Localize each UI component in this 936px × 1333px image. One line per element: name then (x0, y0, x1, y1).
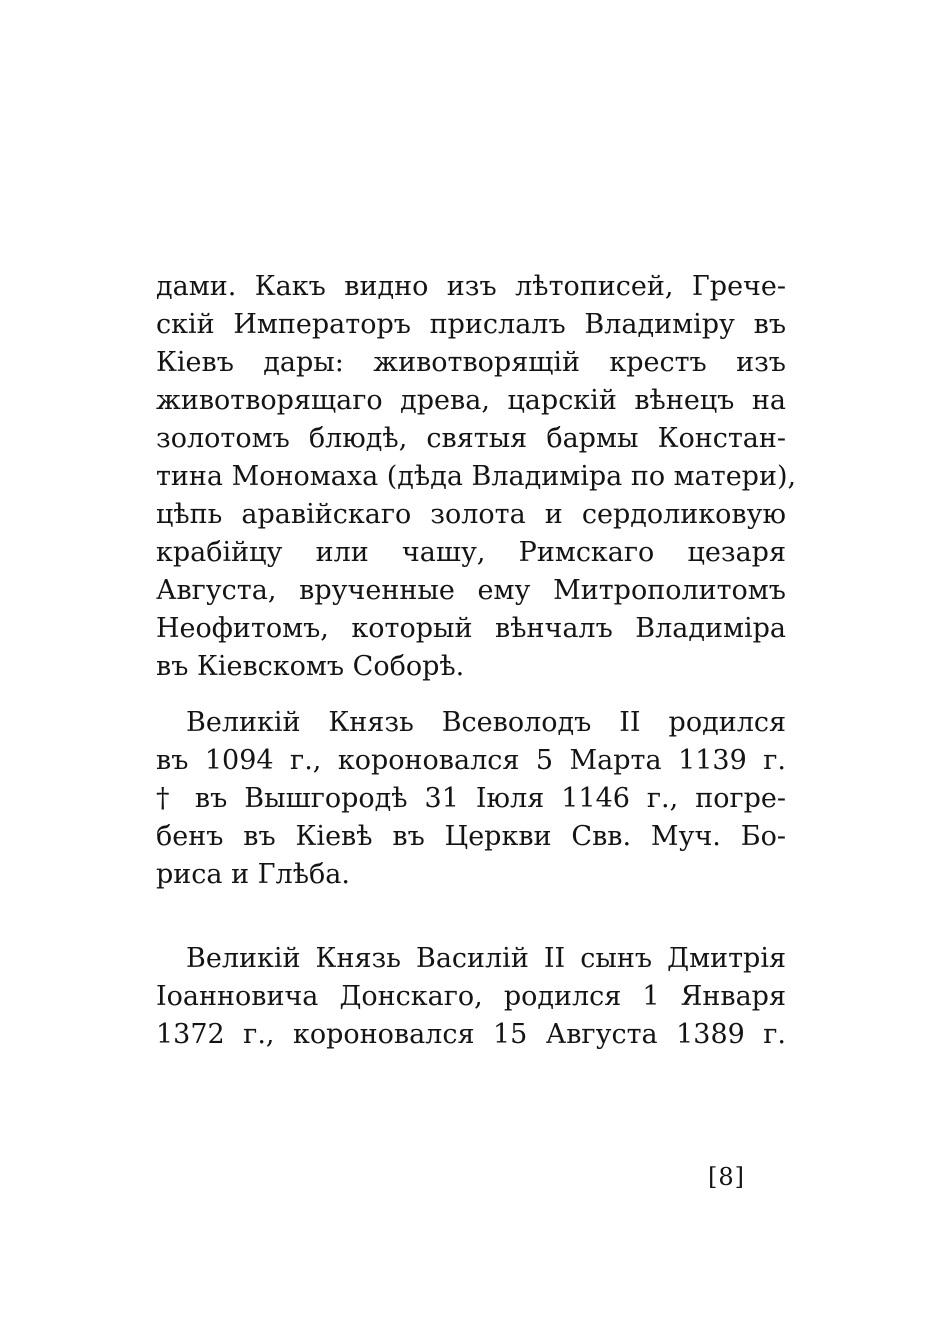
text-line: животворящаго древа, царскій вѣнецъ на (156, 385, 786, 416)
text-line: въ Кіевскомъ Соборѣ. (156, 651, 465, 682)
text-line: тина Мономаха (дѣда Владиміра по матери), (156, 461, 797, 492)
text-line: бенъ въ Кіевѣ въ Церкви Свв. Муч. Бо- (156, 821, 786, 852)
text-line: Іоанновича Донскаго, родился 1 Января (156, 981, 786, 1012)
text-line: 1372 г., короновался 15 Августа 1389 г. (156, 1019, 786, 1050)
page-number: [8] (708, 1163, 745, 1191)
text-line: Кіевъ дары: животворящій крестъ изъ (156, 347, 786, 378)
text-line: риса и Глѣба. (156, 859, 350, 890)
paragraph-vasily-ii (156, 940, 786, 1054)
text-line: Великій Князь Василій II сынъ Дмитрія (186, 943, 786, 974)
text-line: Августа, врученные ему Митрополитомъ (156, 575, 786, 606)
text-line: золотомъ блюдѣ, святыя бармы Констан- (156, 423, 786, 454)
text-line: скій Императоръ прислалъ Владиміру въ (156, 309, 786, 340)
paragraph-vsevolod-ii (156, 704, 786, 894)
text-line: Великій Князь Всеволодъ II родился (186, 707, 786, 738)
text-line: † въ Вышгородѣ 31 Іюля 1146 г., погре- (156, 783, 786, 814)
text-line: цѣпь аравійскаго золота и сердоликовую (156, 499, 786, 530)
text-line: въ 1094 г., короновался 5 Марта 1139 г. (156, 745, 786, 776)
paragraph-vladimir-gifts (156, 268, 797, 686)
text-line: дами. Какъ видно изъ лѣтописей, Грече- (156, 271, 786, 302)
text-line: крабійцу или чашу, Римскаго цезаря (156, 537, 786, 568)
text-line: Неофитомъ, который вѣнчалъ Владиміра (156, 613, 786, 644)
